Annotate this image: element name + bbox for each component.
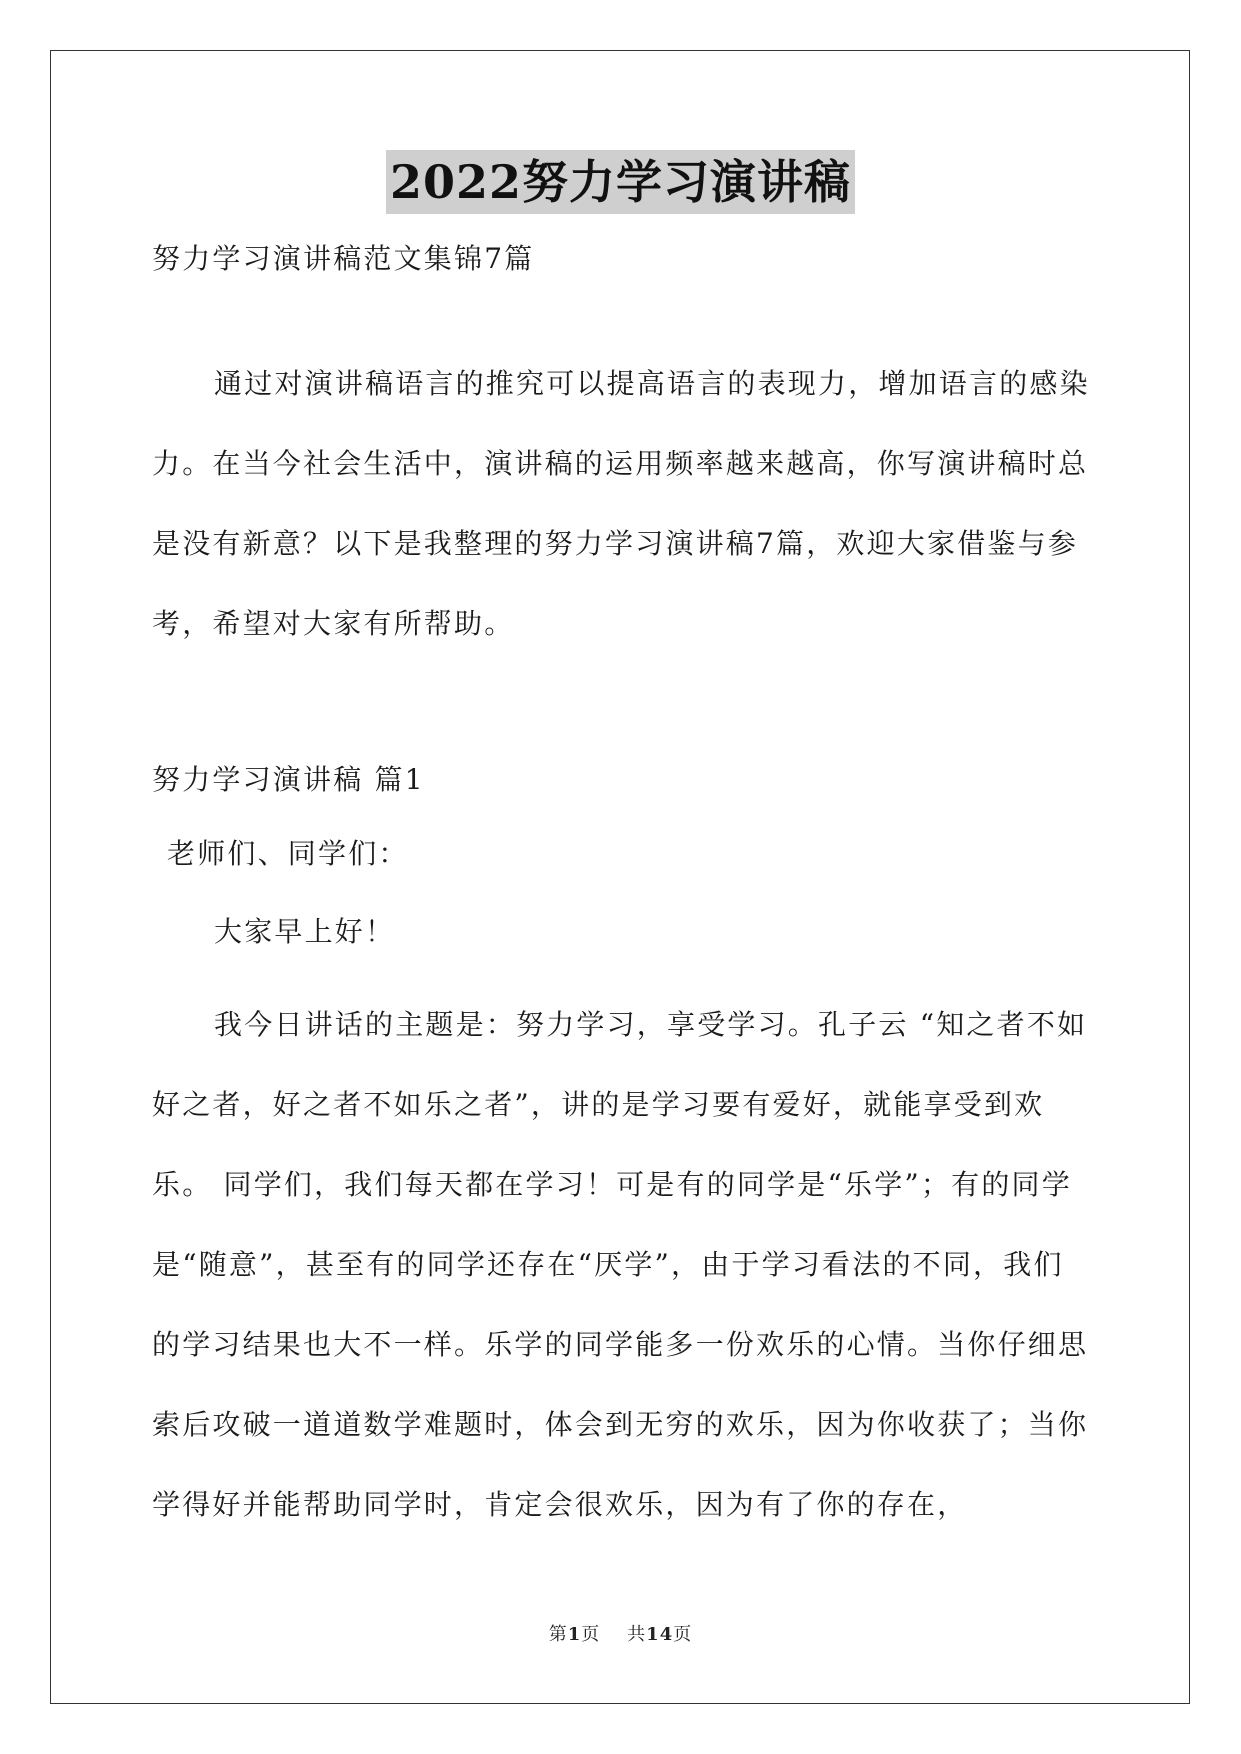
footer-total-pages: 14 [646, 1624, 674, 1645]
section-heading: 努力学习演讲稿 篇1 [152, 763, 425, 796]
title-container [0, 150, 1241, 214]
document-subtitle: 努力学习演讲稿范文集锦7篇 [152, 242, 535, 275]
footer-page-suffix: 页 [581, 1624, 601, 1645]
body-paragraph: 我今日讲话的主题是：努力学习，享受学习。孔子云 “知之者不如好之者，好之者不如乐之者”，讲的是学习要有爱好，就能享受到欢乐。 同学们，我们每天都在学习！可是有的同学是“乐学”；有的同学是“随意”，甚至有的同学还存在“厌学”，由于学习看法的不同，我们的学习结果也大不一样。乐学的同学能多一份欢乐的心情。当你仔细思索后攻破一道道数学难题时，体会到无穷的欢乐，因为你收获了；当你学得好并能帮助同学时，肯定会很欢乐，因为有了你的存在， [152, 1008, 1089, 1521]
footer-total-prefix: 共 [627, 1624, 647, 1645]
page-footer [0, 1623, 1241, 1647]
salutation: 老师们、同学们： [167, 837, 409, 870]
footer-page-prefix: 第 [548, 1624, 568, 1645]
document-title: 2022努力学习演讲稿 [386, 150, 855, 214]
footer-total-suffix: 页 [673, 1624, 693, 1645]
intro-paragraph: 通过对演讲稿语言的推究可以提高语言的表现力，增加语言的感染力。在当今社会生活中，演讲稿的运用频率越来越高，你写演讲稿时总是没有新意？以下是我整理的努力学习演讲稿7篇，欢迎大家借鉴与参考，希望对大家有所帮助。 [152, 367, 1090, 640]
greeting: 大家早上好！ [214, 915, 396, 948]
footer-page-number: 1 [567, 1624, 582, 1645]
